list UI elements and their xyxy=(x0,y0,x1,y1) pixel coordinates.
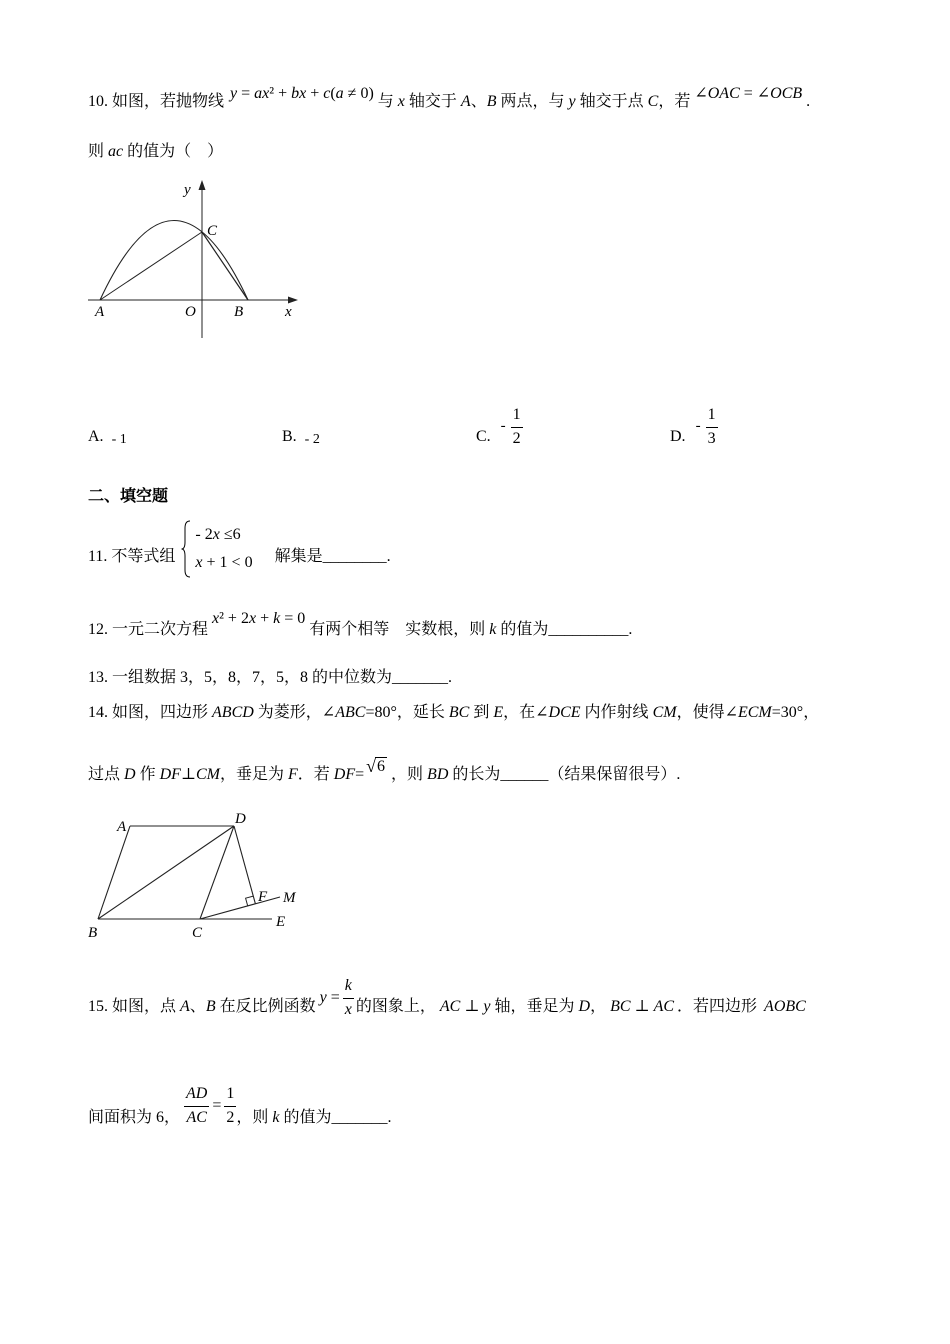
text-run: ， xyxy=(590,998,607,1015)
fig1-label-x: x xyxy=(285,304,292,320)
math-variable: BC xyxy=(610,998,631,1015)
text-run: ⊥ xyxy=(630,998,654,1015)
q12-equation xyxy=(212,607,305,631)
q14-text-2-pre xyxy=(88,763,364,787)
math-variable: ac xyxy=(108,143,124,160)
q11-lead: 11. 不等式组 xyxy=(88,548,176,565)
q12-lead: 12. 一元二次方程 xyxy=(88,621,209,638)
text-run: 、 xyxy=(189,998,206,1015)
side-dc xyxy=(200,826,234,919)
math-variable: c xyxy=(323,85,331,102)
text-run: 、 xyxy=(470,93,487,110)
option-b xyxy=(282,425,320,449)
text-run: 作 xyxy=(135,766,160,783)
math-variable: DF xyxy=(333,766,356,783)
q13-text: 13. 一组数据 3，5，8，7，5，8 的中位数为_______. xyxy=(88,669,453,686)
text-run: + xyxy=(256,610,274,627)
math-variable: AC xyxy=(653,998,675,1015)
fraction-denominator: 2 xyxy=(224,1106,236,1127)
fraction-numerator: 1 xyxy=(512,405,521,423)
y-axis-arrow xyxy=(199,180,206,190)
math-variable: BC xyxy=(448,704,470,721)
text-run: ．若 xyxy=(297,766,334,783)
text-run: =80°，延长 xyxy=(365,704,449,721)
function-fraction xyxy=(343,978,354,1019)
text-run: ，若 xyxy=(658,93,691,110)
math-variable: k xyxy=(489,621,497,638)
q11-inequality-1 xyxy=(195,521,252,549)
math-variable: a xyxy=(335,85,344,102)
fig2-label-c: C xyxy=(192,925,203,941)
math-variable: D xyxy=(124,766,136,783)
q10-intersection-text xyxy=(378,90,691,114)
math-variable: ABCD xyxy=(212,704,254,721)
text-run: ，垂足为 xyxy=(219,766,288,783)
text-run: ≤6 xyxy=(219,526,241,543)
text-run: = 0 xyxy=(280,610,306,627)
text-run: 到 xyxy=(469,704,494,721)
fig1-label-b: B xyxy=(234,304,244,320)
text-run: ⊥ xyxy=(180,766,196,783)
option-c-label: C. xyxy=(476,428,491,445)
option-a-label: A. xyxy=(88,428,104,445)
text-run: 的值为__________. xyxy=(496,621,633,638)
text-run: 与 xyxy=(377,93,398,110)
math-variable: B xyxy=(486,93,497,110)
q11-tail: 解集是________. xyxy=(274,548,391,565)
segment-df xyxy=(234,826,255,904)
q10-line-1 xyxy=(88,85,811,114)
q15-line-1 xyxy=(88,976,806,1019)
text-run: = ∠ xyxy=(739,85,771,102)
q14-line-1 xyxy=(88,701,819,725)
fraction-numerator: 1 xyxy=(226,1084,235,1102)
ray-cm xyxy=(200,897,280,919)
math-variable: ax xyxy=(254,85,270,102)
option-d-sign: - xyxy=(695,418,701,434)
fraction-denominator: 3 xyxy=(706,427,718,448)
text-run: + 1 < 0 xyxy=(202,554,253,571)
math-variable: CM xyxy=(195,766,220,783)
radicand: 6 xyxy=(377,758,386,775)
q10-lead: 10. 如图，若抛物线 xyxy=(88,93,225,110)
option-a-value: - 1 xyxy=(111,432,127,447)
math-variable: x xyxy=(248,610,257,627)
fraction-denominator: x xyxy=(343,998,354,1019)
text-run: 轴交于 xyxy=(404,93,461,110)
text-run: ² + xyxy=(269,85,292,102)
q11-line xyxy=(88,520,391,578)
fraction-numerator: k xyxy=(344,976,352,994)
math-variable: A xyxy=(460,93,471,110)
math-variable: bx xyxy=(291,85,307,102)
math-variable: E xyxy=(493,704,504,721)
option-b-label: B. xyxy=(282,428,297,445)
fig2-label-e: E xyxy=(276,914,286,930)
text-run: 内作射线 xyxy=(580,704,653,721)
sqrt-six xyxy=(366,756,387,776)
q15-text-2-pre: 间面积为 6， xyxy=(88,1109,181,1126)
segment-cb xyxy=(202,232,248,300)
math-variable: CM xyxy=(652,704,677,721)
math-variable: x xyxy=(397,93,405,110)
q15-text-mid-2 xyxy=(490,995,606,1019)
option-d-label: D. xyxy=(670,428,686,445)
text-run: 轴交于点 xyxy=(575,93,648,110)
text-run: 过点 xyxy=(88,766,125,783)
text-run: + xyxy=(306,85,324,102)
text-run: ⊥ xyxy=(460,998,484,1015)
fraction-numerator: AD xyxy=(186,1084,208,1102)
q15-line-2 xyxy=(88,1084,392,1130)
q13-line xyxy=(88,666,452,690)
text-run: =30°， xyxy=(771,704,820,721)
math-variable: k xyxy=(272,1109,280,1126)
q15-ratio-formula xyxy=(184,1086,236,1127)
math-variable: B xyxy=(205,998,216,1015)
parabola-curve xyxy=(100,221,248,301)
math-variable: y xyxy=(319,989,327,1006)
math-variable: y xyxy=(483,998,491,1015)
q14-line-2 xyxy=(88,756,681,787)
math-variable: F xyxy=(287,766,298,783)
radical-sign-icon: √ xyxy=(366,756,377,776)
option-d-fraction xyxy=(706,407,718,448)
q10-line-2 xyxy=(88,140,223,164)
q15-lead xyxy=(88,995,316,1019)
math-variable: BD xyxy=(427,766,449,783)
q12-tail xyxy=(309,618,632,642)
math-variable: ECM xyxy=(737,704,772,721)
text-run: ，在∠ xyxy=(503,704,549,721)
option-d xyxy=(670,405,718,449)
q15-quadrilateral: AOBC xyxy=(764,998,806,1015)
equals-sign: = xyxy=(212,1097,222,1114)
text-run: 在反比例函数 xyxy=(215,998,316,1015)
fig1-label-y: y xyxy=(184,182,191,198)
q10-parabola-formula xyxy=(230,82,374,106)
fraction-numerator: 1 xyxy=(707,405,716,423)
q12-line xyxy=(88,610,633,642)
text-run: - 2 xyxy=(195,526,213,543)
text-run: 为菱形，∠ xyxy=(253,704,336,721)
math-variable: D xyxy=(578,998,591,1015)
text-run: = xyxy=(355,766,365,783)
text-run: = xyxy=(326,989,340,1006)
q15-text-mid-3: ．若四边形 xyxy=(677,998,762,1015)
text-run: ∠ xyxy=(694,85,708,102)
q14-rhombus-figure xyxy=(80,805,310,945)
fraction-denominator: AC xyxy=(184,1106,209,1127)
fig1-label-a: A xyxy=(95,304,105,320)
q10-end-dot: . xyxy=(806,93,811,110)
text-run: 的值为（ ） xyxy=(123,143,224,160)
fig2-label-a: A xyxy=(117,819,127,835)
q15-perpendicular-1 xyxy=(440,995,491,1019)
option-c-fraction xyxy=(511,407,523,448)
left-brace-icon xyxy=(181,520,191,578)
q15-perpendicular-2 xyxy=(610,995,674,1019)
text-run: 有两个相等 实数根，则 xyxy=(309,621,490,638)
fig2-label-b: B xyxy=(88,925,98,941)
text-run: = xyxy=(237,85,255,102)
math-variable: y xyxy=(568,93,576,110)
text-run: ² + 2 xyxy=(219,610,249,627)
option-a xyxy=(88,425,127,449)
fig2-label-m: M xyxy=(283,890,296,906)
math-variable: x xyxy=(195,554,203,571)
option-c xyxy=(476,405,523,449)
math-variable: DCE xyxy=(548,704,581,721)
q14-text-1 xyxy=(88,701,819,725)
math-variable: x xyxy=(212,526,220,543)
q15-text-mid: 的图象上， xyxy=(355,998,436,1015)
q11-inequality-2 xyxy=(195,549,252,577)
segment-ac xyxy=(100,232,202,300)
section-title-text: 二、填空题 xyxy=(88,488,169,505)
function-lhs xyxy=(320,986,340,1010)
math-variable: A xyxy=(180,998,190,1015)
math-variable: AC xyxy=(439,998,461,1015)
text-run: ≠ 0) xyxy=(343,85,374,102)
text-run: ，则 xyxy=(236,1109,273,1126)
section-title xyxy=(88,485,168,509)
q15-function-formula xyxy=(320,978,354,1019)
option-c-sign: - xyxy=(500,418,506,434)
ratio-fraction-one-half xyxy=(224,1086,236,1127)
fig2-label-d: D xyxy=(235,811,246,827)
text-run: 轴，垂足为 xyxy=(490,998,579,1015)
q15-text-2-post xyxy=(236,1106,391,1130)
fig2-label-f: F xyxy=(258,889,268,905)
q10-parabola-figure xyxy=(80,170,310,350)
math-variable: k xyxy=(273,610,281,627)
math-variable: OAC xyxy=(707,85,740,102)
text-run: 的长为______（结果保留很号）. xyxy=(448,766,681,783)
q14-text-2-post xyxy=(391,763,680,787)
diagonal-bd xyxy=(98,826,234,919)
text-run: 15. 如图，点 xyxy=(88,998,181,1015)
text-run: 两点，与 xyxy=(496,93,569,110)
q10-angle-condition xyxy=(694,82,802,106)
q10-question-text xyxy=(88,140,223,164)
math-variable: x xyxy=(212,610,220,627)
text-run: 则 xyxy=(88,143,109,160)
math-variable: DF xyxy=(159,766,181,783)
text-run: 14. 如图，四边形 xyxy=(88,704,213,721)
math-variable: C xyxy=(647,93,659,110)
fig1-label-c: C xyxy=(207,223,218,239)
side-ab xyxy=(98,826,130,919)
x-axis-arrow xyxy=(288,297,298,304)
math-variable: OCB xyxy=(770,85,803,102)
option-b-value: - 2 xyxy=(304,432,320,447)
ratio-fraction-ad-ac xyxy=(184,1086,209,1127)
text-run: 的值为_______. xyxy=(279,1109,392,1126)
math-variable: ABC xyxy=(335,704,366,721)
q11-inequality-system xyxy=(195,521,252,577)
fig1-label-o: O xyxy=(185,304,196,320)
text-run: ( xyxy=(330,85,336,102)
text-run: ，使得∠ xyxy=(676,704,738,721)
text-run: ，则 xyxy=(391,766,428,783)
fraction-denominator: 2 xyxy=(511,427,523,448)
math-variable: y xyxy=(230,85,238,102)
